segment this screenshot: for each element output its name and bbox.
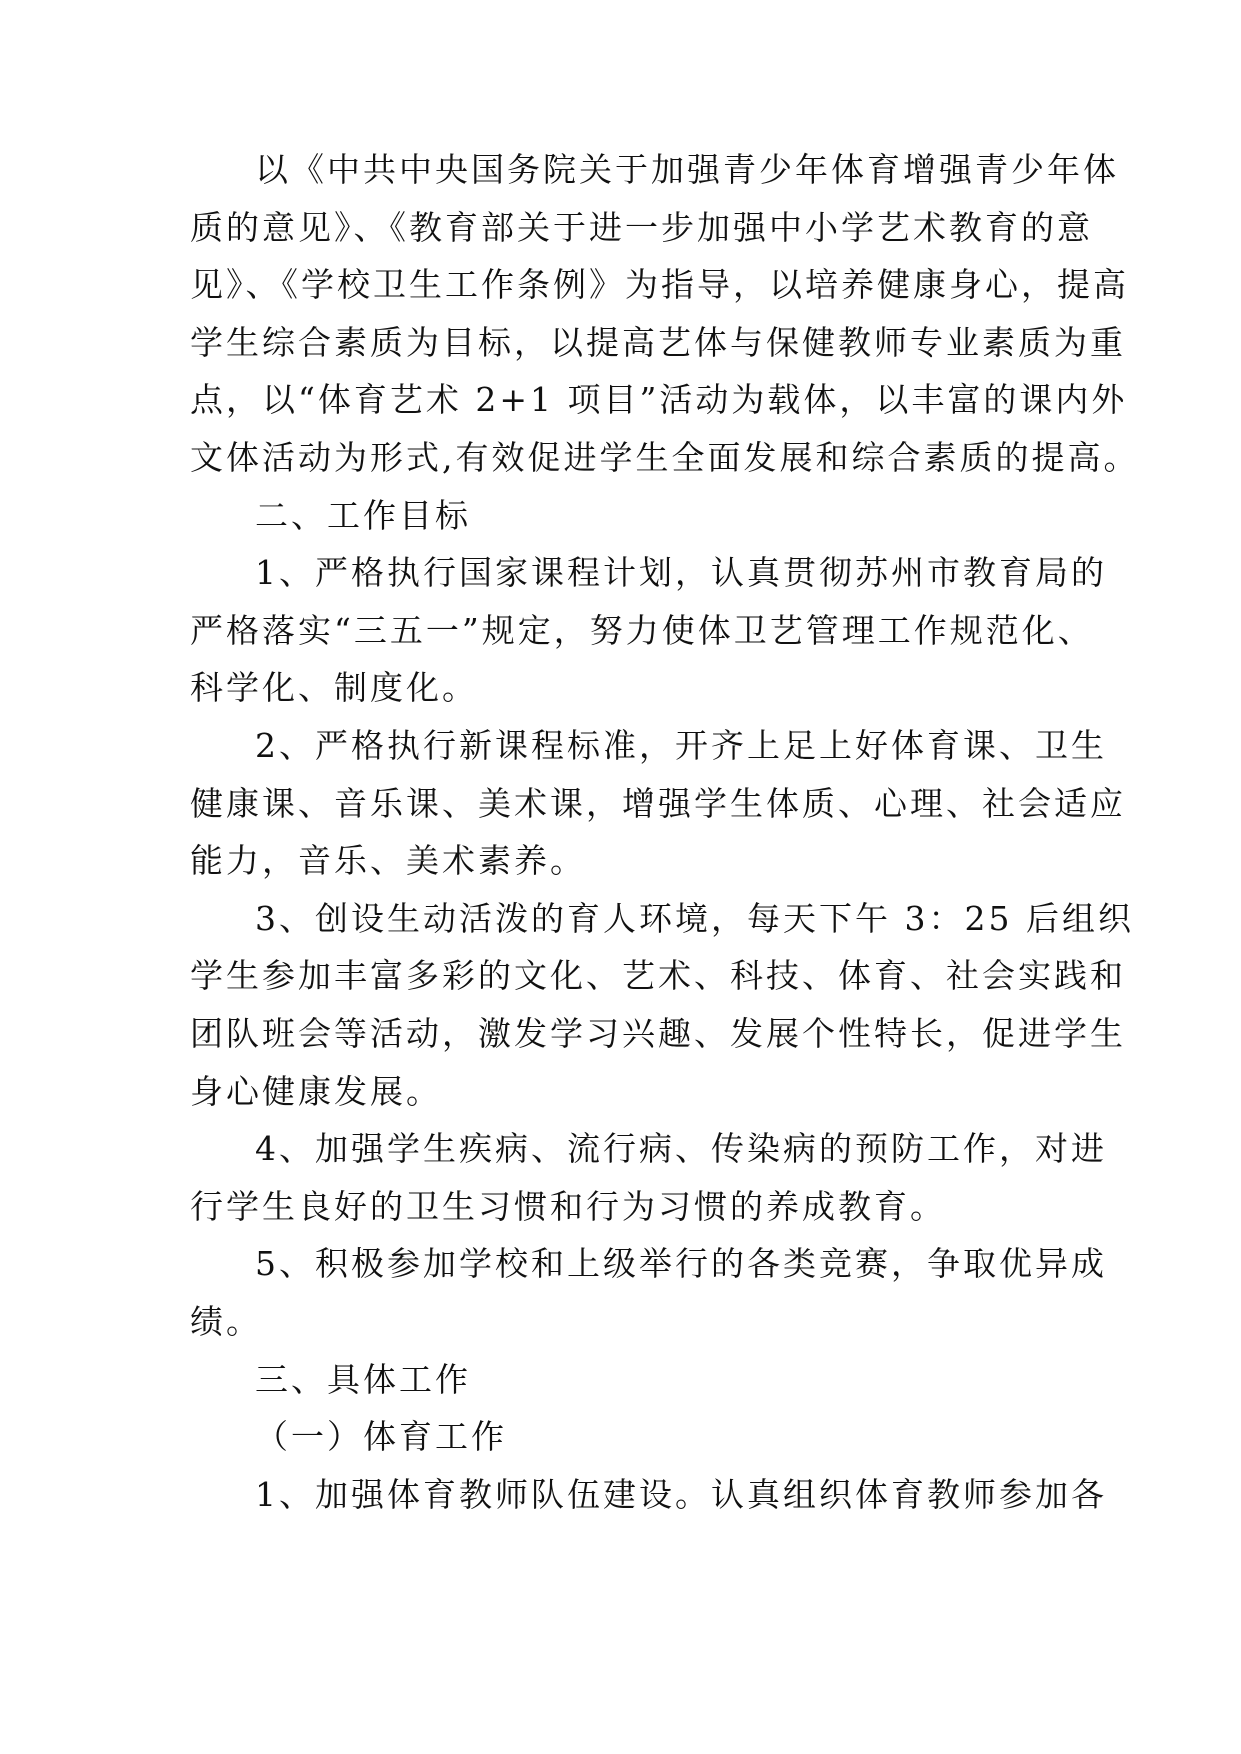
subsection-heading: （一）体育工作	[255, 1417, 507, 1456]
text-line: 点，以“体育艺术 2+1 项目”活动为载体，以丰富的课内外	[190, 380, 1128, 419]
text-line: 见》、《学校卫生工作条例》为指导，以培养健康身心，提高	[190, 265, 1129, 304]
text-line: 身心健康发展。	[190, 1072, 442, 1111]
text-line: 4、加强学生疾病、流行病、传染病的预防工作，对进	[255, 1129, 1107, 1168]
text-line: 质的意见》、《教育部关于进一步加强中小学艺术教育的意	[190, 208, 1093, 247]
text-line: 1、加强体育教师队伍建设。认真组织体育教师参加各	[255, 1475, 1107, 1514]
text-line: 文体活动为形式,有效促进学生全面发展和综合素质的提高。	[190, 438, 1140, 477]
section-heading: 三、具体工作	[255, 1360, 471, 1399]
section-heading: 二、工作目标	[255, 496, 471, 535]
text-line: 2、严格执行新课程标准，开齐上足上好体育课、卫生	[255, 726, 1107, 765]
text-line: 严格落实“三五一”规定，努力使体卫艺管理工作规范化、	[190, 611, 1094, 650]
text-line: 团队班会等活动，激发学习兴趣、发展个性特长，促进学生	[190, 1014, 1126, 1053]
text-line: 3、创设生动活泼的育人环境，每天下午 3：25 后组织	[255, 899, 1134, 938]
text-line: 能力，音乐、美术素养。	[190, 841, 586, 880]
text-line: 科学化、制度化。	[190, 668, 478, 707]
text-line: 学生综合素质为目标，以提高艺体与保健教师专业素质为重	[190, 323, 1126, 362]
text-line: 5、积极参加学校和上级举行的各类竞赛，争取优异成	[255, 1244, 1107, 1283]
text-line: 1、严格执行国家课程计划，认真贯彻苏州市教育局的	[255, 553, 1107, 592]
text-line: 学生参加丰富多彩的文化、艺术、科技、体育、社会实践和	[190, 956, 1126, 995]
text-line: 行学生良好的卫生习惯和行为习惯的养成教育。	[190, 1187, 946, 1226]
text-line: 健康课、音乐课、美术课，增强学生体质、心理、社会适应	[190, 784, 1126, 823]
text-line: 以《中共中央国务院关于加强青少年体育增强青少年体	[255, 150, 1119, 189]
text-line: 绩。	[190, 1302, 262, 1341]
